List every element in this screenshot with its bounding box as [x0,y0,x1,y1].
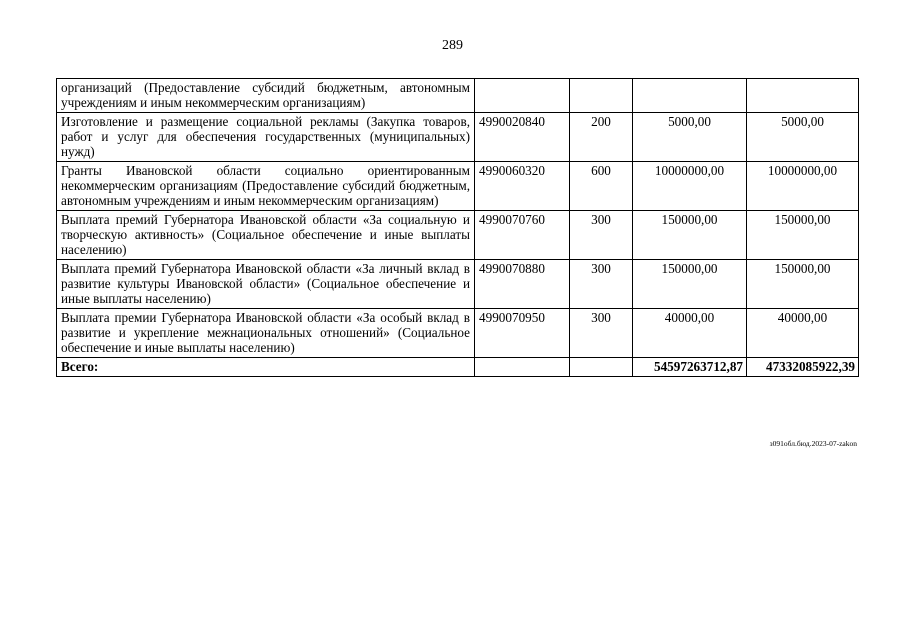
amount-year-2 [747,79,859,113]
page-number: 289 [442,38,463,53]
table-row [57,260,859,309]
table-row [57,113,859,162]
amount-year-2: 150000,00 [747,211,859,260]
table-row [57,309,859,358]
expense-type-code: 300 [570,260,633,309]
expense-type-code: 200 [570,113,633,162]
target-article-code: 4990070760 [475,211,570,260]
target-article-code: 4990020840 [475,113,570,162]
amount-year-2: 40000,00 [747,309,859,358]
amount-year-2: 150000,00 [747,260,859,309]
expense-name: Выплата премий Губернатора Ивановской области «За личный вклад в развитие культуры Ивановской области» (Социальное обеспечение и иные выплаты населению) [57,260,475,309]
amount-year-1: 10000000,00 [633,162,747,211]
amount-year-1 [633,79,747,113]
total-row [57,358,859,377]
total-amount-year-1: 54597263712,87 [633,358,747,377]
table-row [57,162,859,211]
expense-name: Изготовление и размещение социальной рекламы (Закупка товаров, работ и услуг для обеспечения государственных (муниципальных) нужд) [57,113,475,162]
amount-year-2: 10000000,00 [747,162,859,211]
expense-type-code: 600 [570,162,633,211]
table-row [57,211,859,260]
amount-year-1: 150000,00 [633,211,747,260]
total-label: Всего: [57,358,475,377]
expense-type-code: 300 [570,309,633,358]
total-amount-year-2: 47332085922,39 [747,358,859,377]
amount-year-1: 150000,00 [633,260,747,309]
document-footer-code: з091обл.бюд.2023-07-zakon [769,439,857,448]
target-article-code: 4990060320 [475,162,570,211]
total-code-empty [475,358,570,377]
table-row [57,79,859,113]
amount-year-1: 5000,00 [633,113,747,162]
budget-table [56,78,859,377]
target-article-code [475,79,570,113]
expense-name: организаций (Предоставление субсидий бюджетным, автономным учреждениям и иным некоммерческим организациям) [57,79,475,113]
expense-name: Выплата премий Губернатора Ивановской области «За социальную и творческую активность» (Социальное обеспечение и иные выплаты населению) [57,211,475,260]
amount-year-1: 40000,00 [633,309,747,358]
expense-name: Выплата премии Губернатора Ивановской области «За особый вклад в развитие и укрепление межнациональных отношений» (Социальное обеспечение и иные выплаты населению) [57,309,475,358]
expense-type-code [570,79,633,113]
target-article-code: 4990070950 [475,309,570,358]
target-article-code: 4990070880 [475,260,570,309]
amount-year-2: 5000,00 [747,113,859,162]
total-type-empty [570,358,633,377]
expense-type-code: 300 [570,211,633,260]
expense-name: Гранты Ивановской области социально ориентированным некоммерческим организациям (Предоставление субсидий бюджетным, автономным учреждениям и иным некоммерческим организациям) [57,162,475,211]
